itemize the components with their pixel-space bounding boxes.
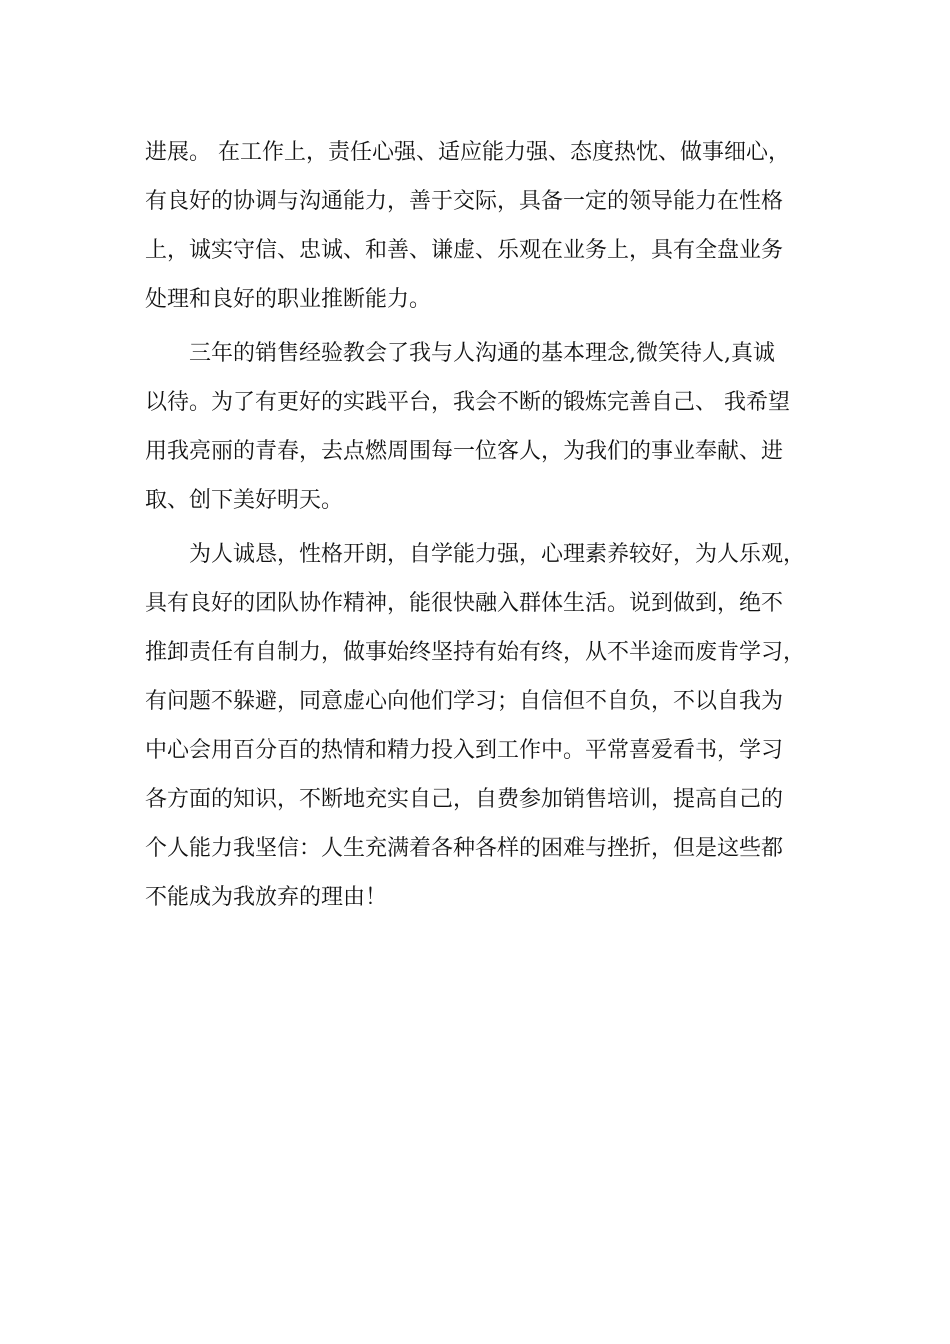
text-line: 为人诚恳，性格开朗，自学能力强，心理素养较好，为人乐观， — [189, 542, 806, 567]
text-line: 用我亮丽的青春，去点燃周围每一位客人，为我们的事业奉献、进 — [145, 439, 784, 464]
text-line: 三年的销售经验教会了我与人沟通的基本理念,微笑待人,真诚 — [189, 341, 775, 366]
paragraph-1 — [145, 128, 835, 324]
text-line: 以待。为了有更好的实践平台，我会不断的锻炼完善自己、 我希望 — [145, 390, 790, 415]
text-line: 中心会用百分百的热情和精力投入到工作中。平常喜爱看书，学习 — [145, 738, 784, 763]
text-line: 个人能力我坚信：人生充满着各种各样的困难与挫折，但是这些都 — [145, 836, 784, 861]
text-line: 各方面的知识，不断地充实自己，自费参加销售培训，提高自己的 — [145, 787, 784, 812]
text-line: 有问题不躲避，同意虚心向他们学习；自信但不自负，不以自我为 — [145, 689, 784, 714]
text-line: 具有良好的团队协作精神，能很快融入群体生活。说到做到，绝不 — [145, 591, 784, 616]
text-line: 推卸责任有自制力，做事始终坚持有始有终，从不半途而废肯学习， — [145, 640, 806, 665]
text-line: 取、创下美好明天。 — [145, 488, 344, 513]
text-line: 处理和良好的职业推断能力。 — [145, 287, 432, 312]
text-line: 有良好的协调与沟通能力，善于交际，具备一定的领导能力在性格 — [145, 189, 784, 214]
text-line: 上，诚实守信、忠诚、和善、谦虚、乐观在业务上，具有全盘业务 — [145, 238, 784, 263]
text-line: 不能成为我放弃的理由！ — [145, 885, 388, 910]
body-text — [145, 128, 835, 927]
text-line: 进展。 在工作上，责任心强、适应能力强、态度热忱、做事细心， — [145, 140, 790, 165]
paragraph-3 — [145, 530, 835, 922]
paragraph-2 — [145, 329, 835, 525]
